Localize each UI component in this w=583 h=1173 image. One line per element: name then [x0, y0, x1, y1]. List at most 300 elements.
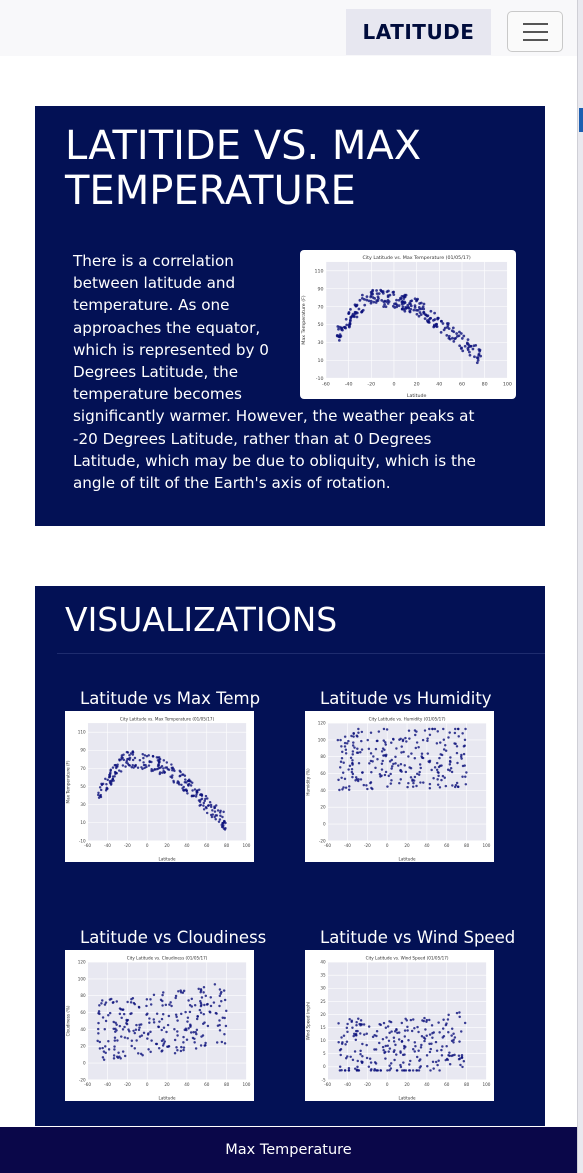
- data-point: [387, 294, 390, 297]
- data-point: [420, 755, 422, 757]
- data-point: [200, 1005, 202, 1007]
- data-point: [150, 1003, 152, 1005]
- data-point: [132, 750, 134, 752]
- data-point: [219, 995, 221, 997]
- data-point: [186, 792, 188, 794]
- x-axis-label: Latitude: [398, 856, 416, 862]
- x-tick-label: -40: [104, 843, 111, 849]
- y-tick-label: 120: [77, 959, 86, 965]
- data-point: [185, 790, 187, 792]
- data-point: [365, 1044, 367, 1046]
- data-point: [347, 768, 349, 770]
- data-point: [113, 1054, 115, 1056]
- data-point: [441, 1045, 443, 1047]
- data-point: [379, 289, 382, 292]
- brand-link[interactable]: LATITUDE: [346, 9, 491, 55]
- data-point: [105, 1001, 107, 1003]
- data-point: [473, 344, 476, 347]
- data-point: [97, 1022, 99, 1024]
- data-point: [113, 1048, 115, 1050]
- data-point: [383, 1022, 385, 1024]
- data-point: [435, 1061, 437, 1063]
- data-point: [159, 758, 161, 760]
- data-point: [129, 764, 131, 766]
- data-point: [131, 1039, 133, 1041]
- data-point: [383, 749, 385, 751]
- data-point: [187, 1016, 189, 1018]
- data-point: [430, 1048, 432, 1050]
- data-point: [121, 1008, 123, 1010]
- data-point: [162, 991, 164, 993]
- data-point: [415, 785, 417, 787]
- data-point: [114, 1031, 116, 1033]
- data-point: [410, 776, 412, 778]
- intro-text: There is a correlation between latitude and temperature. As one approaches the equator, which is represented by 0 Degrees Latitude, the temperature becomes significantly warmer. However, the weather peaks at -20 Degrees Latitude, rather than at 0 Degrees Latitude, which may be due to obliquity, which is the angle of tilt of the Earth's axis of rotation.: [73, 252, 476, 493]
- data-point: [386, 728, 388, 730]
- data-point: [438, 757, 440, 759]
- data-point: [404, 306, 407, 309]
- data-point: [389, 760, 391, 762]
- navbar-toggler-button[interactable]: [507, 11, 563, 52]
- data-point: [354, 1050, 356, 1052]
- data-point: [119, 1007, 121, 1009]
- data-point: [415, 747, 417, 749]
- data-point: [123, 1026, 125, 1028]
- data-point: [174, 997, 176, 999]
- x-tick-label: -20: [363, 843, 371, 849]
- data-point: [213, 1001, 215, 1003]
- data-point: [158, 1047, 160, 1049]
- x-tick-label: 60: [444, 1082, 450, 1088]
- data-point: [340, 327, 343, 330]
- data-point: [132, 764, 134, 766]
- data-point: [440, 331, 443, 334]
- data-point: [436, 325, 439, 328]
- x-tick-label: 0: [145, 1082, 149, 1088]
- data-point: [457, 728, 459, 730]
- data-point: [436, 742, 438, 744]
- data-point: [449, 761, 451, 763]
- data-point: [203, 808, 205, 810]
- data-point: [436, 1064, 438, 1066]
- data-point: [387, 290, 390, 293]
- data-point: [190, 1031, 192, 1033]
- data-point: [113, 1045, 115, 1047]
- data-point: [126, 1020, 128, 1022]
- y-tick-label: 90: [317, 287, 324, 293]
- data-point: [203, 1013, 205, 1015]
- data-point: [377, 299, 380, 302]
- data-point: [406, 1029, 408, 1031]
- data-point: [420, 1046, 422, 1048]
- data-point: [155, 1043, 157, 1045]
- data-point: [219, 988, 221, 990]
- data-point: [148, 760, 150, 762]
- data-point: [195, 1033, 197, 1035]
- data-point: [390, 1067, 392, 1069]
- data-point: [119, 1057, 121, 1059]
- data-point: [365, 299, 368, 302]
- viz-image-wind-speed[interactable]: [305, 950, 494, 1101]
- data-point: [134, 1047, 136, 1049]
- data-point: [138, 1029, 140, 1031]
- data-point: [401, 1040, 403, 1042]
- data-point: [200, 1035, 202, 1037]
- data-point: [107, 1040, 109, 1042]
- data-point: [197, 988, 199, 990]
- data-point: [147, 1032, 149, 1034]
- data-point: [169, 1001, 171, 1003]
- x-tick-label: 20: [404, 843, 410, 849]
- x-tick-label: -60: [324, 1082, 332, 1088]
- y-tick-label: 60: [320, 771, 326, 777]
- data-point: [352, 1059, 354, 1061]
- x-tick-label: -40: [344, 843, 351, 849]
- data-point: [368, 1025, 370, 1027]
- data-point: [439, 741, 441, 743]
- data-point: [458, 1040, 460, 1042]
- data-point: [418, 1069, 420, 1071]
- data-point: [371, 760, 373, 762]
- x-tick-label: 40: [184, 843, 190, 849]
- data-point: [414, 757, 416, 759]
- data-point: [98, 1010, 100, 1012]
- data-point: [358, 308, 361, 311]
- data-point: [193, 1041, 195, 1043]
- data-point: [355, 776, 357, 778]
- data-point: [182, 1036, 184, 1038]
- data-point: [118, 758, 120, 760]
- data-point: [432, 1061, 434, 1063]
- data-point: [342, 772, 344, 774]
- data-point: [206, 1003, 208, 1005]
- data-point: [401, 745, 403, 747]
- data-point: [201, 798, 203, 800]
- data-point: [353, 1033, 355, 1035]
- data-point: [352, 1035, 354, 1037]
- x-tick-label: 20: [164, 843, 170, 849]
- data-point: [433, 1031, 435, 1033]
- data-point: [196, 1029, 198, 1031]
- x-tick-label: 40: [424, 1082, 430, 1088]
- data-point: [372, 301, 375, 304]
- data-point: [414, 297, 417, 300]
- data-point: [403, 764, 405, 766]
- data-point: [371, 788, 373, 790]
- data-point: [399, 770, 401, 772]
- data-point: [160, 1050, 162, 1052]
- data-point: [410, 299, 413, 302]
- data-point: [369, 296, 372, 299]
- data-point: [402, 740, 404, 742]
- data-point: [398, 304, 401, 307]
- data-point: [340, 1048, 342, 1050]
- data-point: [370, 771, 372, 773]
- data-point: [337, 779, 339, 781]
- data-point: [426, 1065, 428, 1067]
- data-point: [461, 337, 464, 340]
- data-point: [426, 1019, 428, 1021]
- data-point: [184, 781, 186, 783]
- data-point: [101, 1047, 103, 1049]
- data-point: [350, 1021, 352, 1023]
- data-point: [452, 1054, 454, 1056]
- viz-image-max-temp[interactable]: [65, 711, 254, 862]
- data-point: [361, 731, 363, 733]
- data-point: [158, 1020, 160, 1022]
- data-point: [385, 743, 387, 745]
- data-point: [180, 1013, 182, 1015]
- data-point: [350, 316, 353, 319]
- data-point: [361, 297, 364, 300]
- data-point: [443, 329, 446, 332]
- data-point: [361, 311, 364, 314]
- data-point: [406, 786, 408, 788]
- data-point: [355, 311, 358, 314]
- data-point: [158, 764, 160, 766]
- data-point: [371, 289, 374, 292]
- data-point: [357, 1017, 359, 1019]
- x-tick-label: 100: [482, 1082, 491, 1088]
- data-point: [363, 304, 366, 307]
- data-point: [152, 755, 154, 757]
- data-point: [444, 776, 446, 778]
- data-point: [346, 1027, 348, 1029]
- data-point: [390, 779, 392, 781]
- data-point: [379, 1069, 381, 1071]
- data-point: [189, 1023, 191, 1025]
- data-point: [370, 752, 372, 754]
- data-point: [452, 1041, 454, 1043]
- data-point: [455, 332, 458, 335]
- data-point: [389, 1047, 391, 1049]
- data-point: [345, 324, 348, 327]
- data-point: [211, 809, 213, 811]
- data-point: [163, 1026, 165, 1028]
- viz-title-wind-speed: Latitude vs Wind Speed: [320, 928, 516, 947]
- data-point: [161, 765, 163, 767]
- data-point: [404, 1029, 406, 1031]
- data-point: [414, 776, 416, 778]
- data-point: [417, 746, 419, 748]
- data-point: [449, 756, 451, 758]
- data-point: [342, 786, 344, 788]
- browser-edge: [577, 0, 583, 1173]
- data-point: [156, 756, 158, 758]
- data-point: [445, 1022, 447, 1024]
- data-point: [393, 1040, 395, 1042]
- y-tick-label: 20: [320, 1011, 326, 1017]
- data-point: [385, 305, 388, 308]
- x-tick-label: 0: [385, 1082, 389, 1088]
- data-point: [448, 731, 450, 733]
- data-point: [134, 1032, 136, 1034]
- data-point: [434, 766, 436, 768]
- data-point: [139, 1035, 141, 1037]
- data-point: [456, 762, 458, 764]
- data-point: [149, 1031, 151, 1033]
- y-tick-label: -20: [318, 838, 326, 844]
- data-point: [424, 1028, 426, 1030]
- y-tick-label: 100: [77, 976, 86, 982]
- viz-image-humidity[interactable]: [305, 711, 494, 862]
- data-point: [464, 775, 466, 777]
- data-point: [113, 775, 115, 777]
- x-tick-label: -60: [84, 1082, 92, 1088]
- data-point: [418, 1060, 420, 1062]
- data-point: [429, 1051, 431, 1053]
- data-point: [441, 1054, 443, 1056]
- data-point: [344, 742, 346, 744]
- data-point: [348, 789, 350, 791]
- data-point: [138, 1006, 140, 1008]
- data-point: [126, 1001, 128, 1003]
- data-point: [162, 1038, 164, 1040]
- data-point: [356, 316, 359, 319]
- data-point: [161, 1018, 163, 1020]
- data-point: [403, 1053, 405, 1055]
- data-point: [113, 1057, 115, 1059]
- data-point: [209, 801, 211, 803]
- data-point: [426, 319, 429, 322]
- data-point: [361, 748, 363, 750]
- data-point: [415, 1069, 417, 1071]
- data-point: [224, 828, 226, 830]
- data-point: [221, 822, 223, 824]
- data-point: [159, 771, 161, 773]
- data-point: [460, 347, 463, 350]
- data-point: [349, 765, 351, 767]
- data-point: [186, 1038, 188, 1040]
- data-point: [146, 1037, 148, 1039]
- data-point: [182, 1049, 184, 1051]
- intro-chart-image[interactable]: [300, 250, 516, 399]
- x-tick-label: 20: [404, 1082, 410, 1088]
- data-point: [127, 1028, 129, 1030]
- data-point: [218, 1019, 220, 1021]
- data-point: [370, 1068, 372, 1070]
- data-point: [195, 1047, 197, 1049]
- data-point: [423, 1040, 425, 1042]
- data-point: [403, 310, 406, 313]
- data-point: [345, 752, 347, 754]
- data-point: [143, 767, 145, 769]
- data-point: [432, 319, 435, 322]
- data-point: [359, 299, 362, 302]
- y-tick-label: 0: [322, 821, 326, 827]
- data-point: [404, 1035, 406, 1037]
- data-point: [165, 1004, 167, 1006]
- data-point: [97, 792, 99, 794]
- data-point: [156, 768, 158, 770]
- data-point: [191, 789, 193, 791]
- data-point: [174, 1039, 176, 1041]
- data-point: [447, 768, 449, 770]
- data-point: [382, 1046, 384, 1048]
- data-point: [204, 1042, 206, 1044]
- data-point: [451, 771, 453, 773]
- footer: [0, 1127, 577, 1173]
- data-point: [384, 774, 386, 776]
- data-point: [423, 1020, 425, 1022]
- data-point: [421, 752, 423, 754]
- data-point: [458, 1011, 460, 1013]
- data-point: [438, 1069, 440, 1071]
- data-point: [469, 345, 472, 348]
- data-point: [112, 1001, 114, 1003]
- data-point: [465, 783, 467, 785]
- data-point: [412, 782, 414, 784]
- data-point: [359, 1032, 361, 1034]
- data-point: [451, 784, 453, 786]
- data-point: [337, 739, 339, 741]
- data-point: [157, 1025, 159, 1027]
- data-point: [402, 1061, 404, 1063]
- data-point: [467, 349, 470, 352]
- data-point: [98, 1013, 100, 1015]
- data-point: [363, 1033, 365, 1035]
- visualizations-panel: [35, 586, 545, 1126]
- data-point: [394, 1044, 396, 1046]
- data-point: [444, 744, 446, 746]
- data-point: [100, 1002, 102, 1004]
- data-point: [416, 298, 419, 301]
- data-point: [122, 1050, 124, 1052]
- y-tick-label: 15: [320, 1024, 326, 1030]
- data-point: [347, 740, 349, 742]
- data-point: [449, 1063, 451, 1065]
- hamburger-menu-icon: [523, 23, 548, 25]
- data-point: [351, 1027, 353, 1029]
- data-point: [114, 1022, 116, 1024]
- data-point: [350, 735, 352, 737]
- y-tick-label: -5: [321, 1077, 326, 1083]
- data-point: [377, 295, 380, 298]
- data-point: [143, 1032, 145, 1034]
- data-point: [185, 1027, 187, 1029]
- data-point: [439, 786, 441, 788]
- x-tick-label: -60: [322, 382, 330, 388]
- data-point: [109, 1012, 111, 1014]
- data-point: [370, 302, 373, 305]
- data-point: [142, 761, 144, 763]
- data-point: [145, 1005, 147, 1007]
- x-tick-label: 60: [444, 843, 450, 849]
- data-point: [352, 735, 354, 737]
- y-tick-label: 25: [320, 998, 326, 1004]
- data-point: [345, 749, 347, 751]
- divider: [57, 653, 545, 654]
- data-point: [225, 1025, 227, 1027]
- y-tick-label: 5: [322, 1051, 326, 1057]
- data-point: [153, 1018, 155, 1020]
- x-tick-label: 0: [385, 843, 389, 849]
- data-point: [404, 295, 407, 298]
- data-point: [210, 804, 212, 806]
- data-point: [341, 757, 343, 759]
- data-point: [191, 998, 193, 1000]
- data-point: [426, 737, 428, 739]
- x-tick-label: -60: [324, 843, 332, 849]
- data-point: [176, 1034, 178, 1036]
- data-point: [437, 1021, 439, 1023]
- data-point: [223, 820, 225, 822]
- data-point: [191, 795, 193, 797]
- data-point: [120, 770, 122, 772]
- data-point: [219, 810, 221, 812]
- viz-image-cloudiness[interactable]: [65, 950, 254, 1101]
- data-point: [110, 768, 112, 770]
